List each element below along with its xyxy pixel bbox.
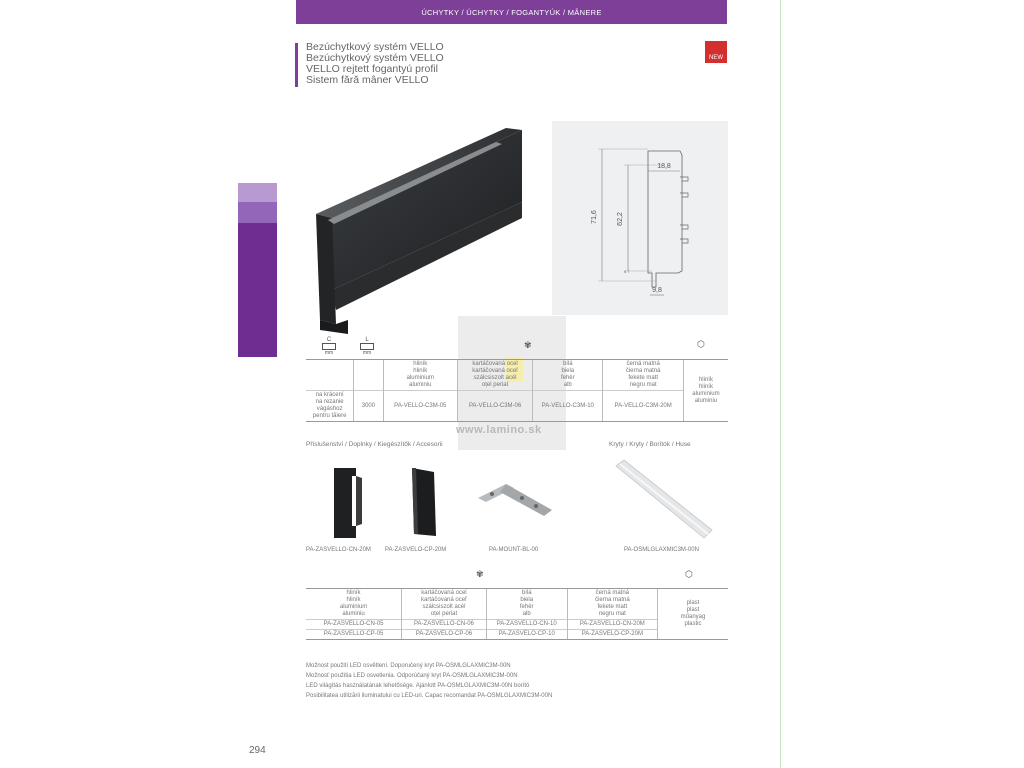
dim-total-label: 71,6 [591,210,598,224]
item-code-mount: PA-MOUNT-BL-00 [489,547,539,553]
dim-small-label: 6,7 [624,269,630,274]
mount-bracket-image [476,480,556,520]
covers-label: Kryty / Kryty / Borítók / Huse [609,441,691,448]
dim-top-label: 18,8 [657,163,671,170]
material-cell: plast plast műanyag plastic [658,589,728,640]
diffuser-cover-image [612,458,716,542]
finish-black-matt: černá matná čierna matná fekete matt negru mat [567,589,657,620]
page-edge-line [780,0,781,768]
finish-black-matt: černá matná čierna matná fekete matt negru mat [603,360,684,391]
watermark-text: www.lamino.sk [456,424,542,436]
code-cell: PA-ZASVELLO-CN-20M [567,620,657,630]
section-header: ÚCHYTKY / ÚCHYTKY / FOGANTYÚK / MÂNERE [296,0,727,24]
color-swatch-icon: ✾ [476,569,484,579]
accessory-table [306,588,728,640]
title-line-cz: Bezúchytkový systém VELLO [306,41,444,53]
saw-cut-c-icon: C mm [322,337,336,356]
dim-bottom-label: 9,8 [652,287,662,294]
code-cell: PA-VELLO-C3M-05 [383,391,457,422]
dimension-drawing [552,121,728,315]
cube-stack-icon: ⬡ [685,569,693,579]
product-table [306,359,728,422]
length-value: 3000 [354,391,383,422]
note-line: LED világítás használatának lehetősége. Ajánlott PA-OSMLGLAXMIC3M-00N borító [306,683,530,689]
note-line: Možnost použití LED osvětlení. Doporučený kryt PA-OSMLGLAXMIC3M-00N [306,663,511,669]
led-notes [306,661,552,701]
title-accent-bar [295,43,298,87]
item-code-cover: PA-OSMLGLAXMIC3M-00N [624,547,699,553]
note-line: Možnosť použitia LED osvetlenia. Odporúčaný kryt PA-OSMLGLAXMIC3M-00N [306,673,518,679]
item-code-cap-open: PA-ZASVELLO-CN-20M [306,547,371,553]
profile-render [306,124,528,336]
title-line-sk: Bezúchytkový systém VELLO [306,52,444,64]
side-tab-dark [238,223,277,357]
finish-aluminium: hliník hliník aluminium aluminiu [306,589,402,620]
side-tab-mid [238,202,277,223]
product-title [306,42,444,86]
end-cap-closed-image [406,466,440,538]
material-cell: hliník hliník aluminium aluminiu [683,360,728,422]
finish-white: bílá biela fehér alb [533,360,603,391]
code-cell: PA-ZASVELLO-CN-05 [306,620,402,630]
finish-brushed-steel: kartáčovaná ocel kartáčovaná oceľ szálcsiszolt acél oțel periat [458,360,533,391]
cube-stack-icon: ⬡ [697,339,705,349]
code-cell: PA-ZASVELLO-CN-10 [486,620,567,630]
finish-brushed-steel: kartáčovaná ocel kartáčovaná oceľ szálcsiszolt acél oțel periat [402,589,487,620]
code-cell: PA-ZASVELO-CP-06 [402,630,487,640]
length-l-icon: L mm [360,337,374,356]
finish-aluminium: hliník hliník aluminium aluminiu [383,360,457,391]
code-cell: PA-ZASVELO-CP-20M [567,630,657,640]
code-cell: PA-VELLO-C3M-10 [533,391,603,422]
color-swatch-icon: ✾ [524,340,532,350]
note-line: Posibilitatea utilizării iluminatului cu LED-uri. Capac recomandat PA-OSMLGLAXMIC3M-00N [306,693,553,699]
end-cap-open-image [330,466,364,540]
page-number: 294 [249,745,266,756]
code-cell: PA-ZASVELLO-CP-05 [306,630,402,640]
side-tab-light [238,183,277,202]
finish-white: bílá biela fehér alb [486,589,567,620]
title-line-ro: Sistem fără mâner VELLO [306,74,429,86]
row-label: na krácení na rezanie vágáshoz pentru tăiere [306,391,354,422]
new-badge: NEW [705,41,727,63]
code-cell: PA-ZASVELO-CP-10 [486,630,567,640]
code-cell: PA-VELLO-C3M-06 [458,391,533,422]
code-cell: PA-ZASVELLO-CN-06 [402,620,487,630]
accessories-label: Příslušenství / Doplnky / Kiegészítők / Accesorii [306,441,443,448]
title-line-hu: VELLO rejtett fogantyú profil [306,63,438,75]
item-code-cap-closed: PA-ZASVELO-CP-20M [385,547,447,553]
code-cell: PA-VELLO-C3M-20M [603,391,684,422]
dim-inner-label: 62,2 [617,212,624,226]
